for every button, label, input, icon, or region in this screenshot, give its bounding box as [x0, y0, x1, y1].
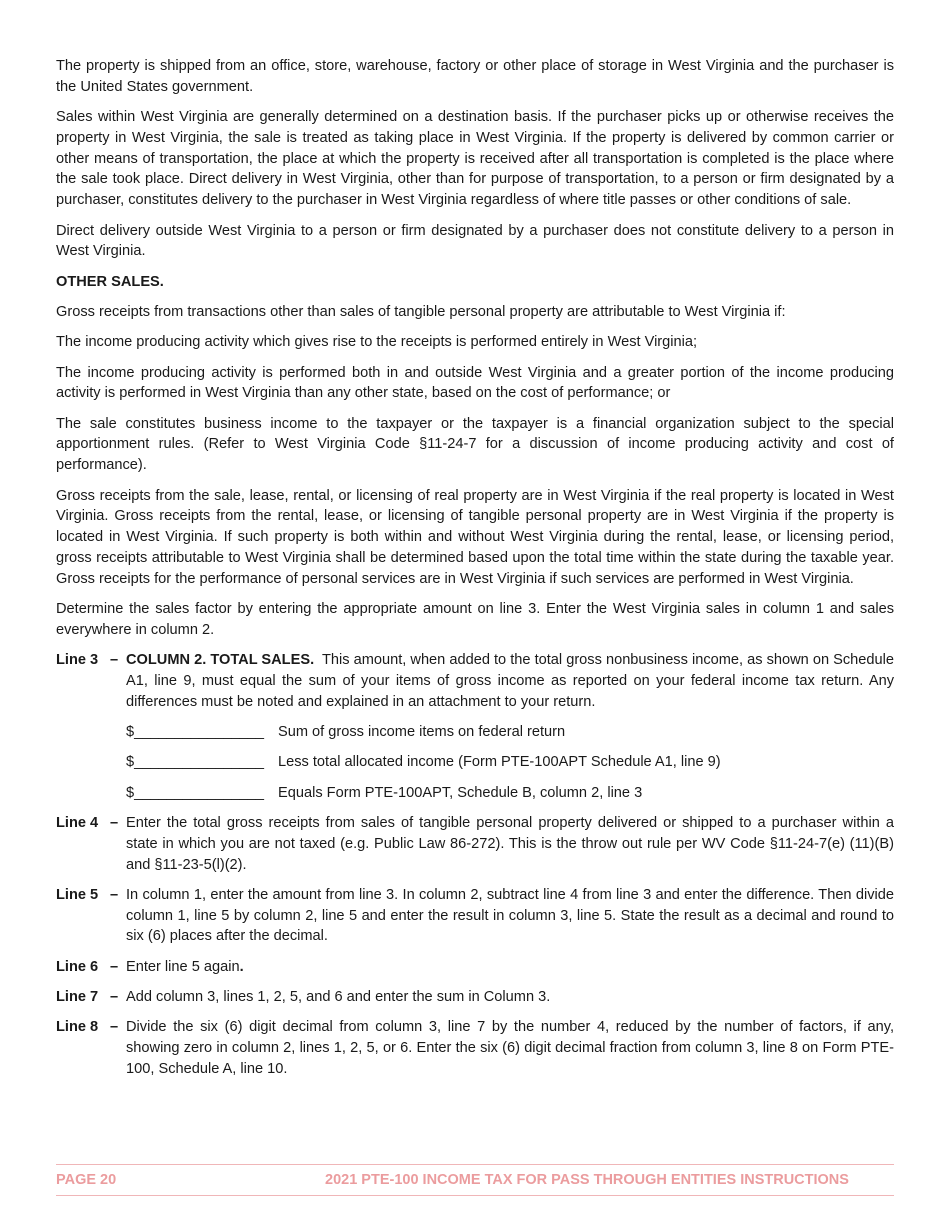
paragraph-destination-basis: Sales within West Virginia are generally determined on a destination basis. If the purchaser picks up or otherwise receives the property in West Virginia, the sale is treated as taking place in West Virginia. If the property is delivered by common carrier or other means of transportation, the place at which the property is received after all transportation is completed is the place where the sale took place. Direct delivery in West Virginia, other than for purpose of transportation, to a person or firm designated by a purchaser, constitutes delivery to the purchaser in West Virginia regardless of where title passes or other conditions of sale. [56, 109, 894, 209]
paragraph-shipping: The property is shipped from an office, store, warehouse, factory or other place of storage in West Virginia and the purchaser is the United States government. [56, 58, 894, 95]
line-label: Line 5 [56, 886, 99, 903]
blank-row-equals [126, 783, 894, 804]
line-4-instruction [56, 813, 894, 875]
line-6-period: . [239, 958, 244, 975]
heading-other-sales: OTHER SALES. [56, 273, 164, 290]
footer-title: 2021 PTE-100 INCOME TAX FOR PASS THROUGH ENTITIES INSTRUCTIONS [325, 1172, 849, 1188]
line-body: Divide the six (6) digit decimal from column 3, line 7 by the number 4, reduced by the number of factors, if any, showing zero in column 2, lines 1, 2, 5, or 6. Enter the six (6) digit decimal fraction from column 3, line 8 on Form PTE-100, Schedule A, line 10. [126, 1019, 894, 1077]
line-3-text: This amount, when added to the total gross nonbusiness income, as shown on Schedule A1, line 9, must equal the sum of your items of gross income as reported on your federal income tax return. Any differences must be noted and explained in an attachment to your return. [126, 652, 894, 710]
page-content [56, 56, 894, 1089]
line-dash: – [110, 988, 119, 1005]
line-body: In column 1, enter the amount from line 3. In column 2, subtract line 4 from line 3 and enter the difference. Then divide column 1, line 5 by column 2, line 5 and enter the result in column 3, line 5. State the result as a decimal and round to six (6) places after the decimal. [126, 886, 894, 945]
blank-row-text: Equals Form PTE-100APT, Schedule B, column 2, line 3 [278, 784, 643, 801]
line-body: Enter the total gross receipts from sales of tangible personal property delivered or shipped to a purchaser within a state in which you are not taxed (e.g. Public Law 86-272). This is the throw out rule per WV Code §11-24-7(e) (11)(B) and §11-23-5(l)(2). [126, 814, 894, 873]
line-dash: – [110, 958, 119, 975]
blank-row-text: Sum of gross income items on federal return [278, 724, 566, 741]
line-dash: – [110, 886, 119, 903]
amount-blank: $________________ [126, 754, 264, 771]
line-dash: – [110, 1019, 119, 1036]
line-label: Line 3 [56, 652, 99, 669]
line-5-instruction [56, 885, 894, 947]
line-6-instruction [56, 957, 894, 978]
blank-row-allocated-income [126, 752, 894, 773]
line-body [126, 650, 894, 712]
amount-blank: $________________ [126, 784, 264, 801]
paragraph-activity-entirely: The income producing activity which gives rise to the receipts is performed entirely in West Virginia; [56, 334, 698, 351]
line-7-instruction [56, 987, 894, 1008]
line-3-bold-lead: COLUMN 2. TOTAL SALES. [126, 652, 315, 669]
line-label: Line 8 [56, 1019, 99, 1036]
page-footer [56, 1164, 894, 1196]
footer-page-number: PAGE 20 [56, 1172, 117, 1188]
paragraph-direct-delivery-outside: Direct delivery outside West Virginia to a person or firm designated by a purchaser does not constitute delivery to a person in West Virginia. [56, 222, 894, 260]
line-label: Line 7 [56, 988, 99, 1005]
paragraph-activity-both: The income producing activity is performed both in and outside West Virginia and a greater portion of the income producing activity is performed in West Virginia than any other state, based on the cost of performance; or [56, 364, 894, 402]
blank-row-text: Less total allocated income (Form PTE-100APT Schedule A1, line 9) [278, 754, 721, 771]
line-label: Line 6 [56, 958, 99, 975]
line-body: Add column 3, lines 1, 2, 5, and 6 and enter the sum in Column 3. [126, 988, 551, 1005]
line-dash: – [110, 652, 119, 669]
amount-blank: $________________ [126, 724, 264, 741]
line-dash: – [110, 814, 119, 831]
paragraph-determine-sales-factor: Determine the sales factor by entering the appropriate amount on line 3. Enter the West Virginia sales in column 1 and sales everywhere in column 2. [56, 601, 894, 638]
line-body [126, 957, 894, 978]
paragraph-real-property: Gross receipts from the sale, lease, rental, or licensing of real property are in West Virginia if the real property is located in West Virginia. Gross receipts from the rental, lease, or licensing of tangible personal property are in West Virginia if the property is located in West Virginia. If such property is both within and without West Virginia during the rental, lease, or licensing period, gross receipts attributable to West Virginia shall be determined based upon the total time within the state during the taxable year. Gross receipts for the performance of personal services are in West Virginia if such services are performed in West Virginia. [56, 487, 894, 587]
blank-row-gross-income [126, 722, 894, 743]
line-8-instruction [56, 1017, 894, 1079]
line-6-text: Enter line 5 again [126, 958, 240, 975]
line-label: Line 4 [56, 814, 99, 831]
paragraph-business-income: The sale constitutes business income to the taxpayer or the taxpayer is a financial organization subject to the special apportionment rules. (Refer to West Virginia Code §11-24-7 for a discussion of income producing activity and cost of performance). [56, 415, 894, 474]
line-3-instruction [56, 650, 894, 712]
paragraph-gross-receipts-other: Gross receipts from transactions other than sales of tangible personal property are attributable to West Virginia if: [56, 303, 786, 320]
